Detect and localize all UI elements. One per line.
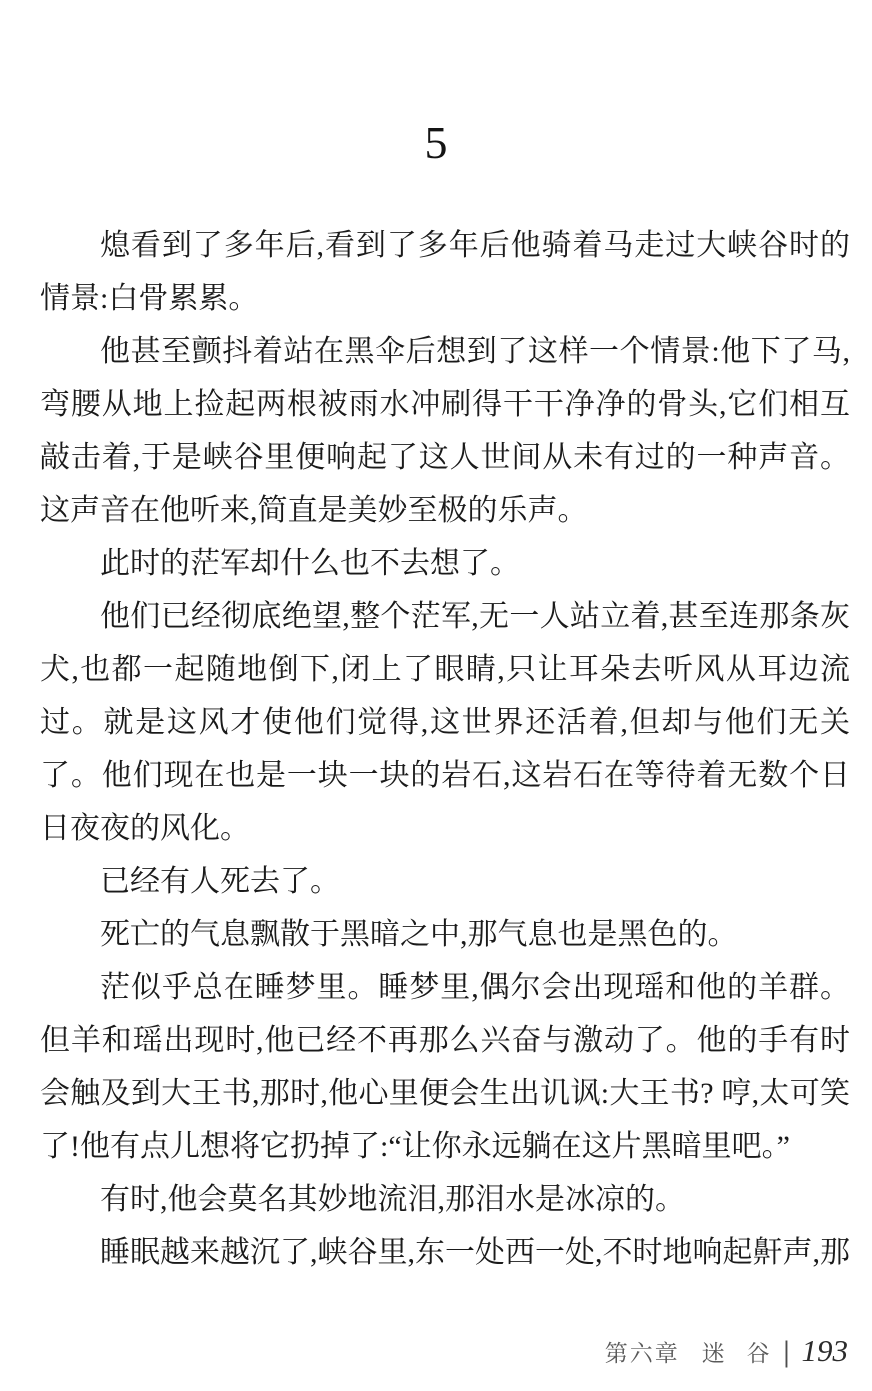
paragraph: 死亡的气息飘散于黑暗之中,那气息也是黑色的。	[100, 917, 738, 951]
page-footer	[605, 1333, 848, 1369]
paragraph: 有时,他会莫名其妙地流泪,那泪水是冰凉的。	[100, 1182, 685, 1216]
paragraph: 他甚至颤抖着站在黑伞后想到了这样一个情景:他下了马,弯腰从地上捡起两根被雨水冲刷得干干净净的骨头,它们相互敲击着,于是峡谷里便响起了这人世间从未有过的一种声音。这声音在他听来,简直是美妙至极的乐声。	[40, 334, 850, 527]
chapter-label: 第六章	[604, 1340, 680, 1366]
paragraph: 睡眠越来越沉了,峡谷里,东一处西一处,不时地响起鼾声,那	[100, 1235, 850, 1269]
paragraph: 已经有人死去了。	[100, 864, 340, 898]
body-text	[40, 219, 850, 1279]
footer-divider: |	[783, 1333, 790, 1367]
page-number: 193	[801, 1333, 848, 1368]
chapter-title: 迷 谷	[701, 1340, 778, 1366]
paragraph: 此时的茫军却什么也不去想了。	[100, 546, 520, 580]
section-number: 5	[424, 117, 448, 168]
paragraph: 茫似乎总在睡梦里。睡梦里,偶尔会出现瑶和他的羊群。但羊和瑶出现时,他已经不再那么兴奋与激动了。他的手有时会触及到大王书,那时,他心里便会生出讥讽:大王书? 哼,太可笑了!他有点儿想将它扔掉了:“让你永远躺在这片黑暗里吧。”	[40, 970, 850, 1163]
paragraph: 他们已经彻底绝望,整个茫军,无一人站立着,甚至连那条灰犬,也都一起随地倒下,闭上了眼睛,只让耳朵去听风从耳边流过。就是这风才使他们觉得,这世界还活着,但却与他们无关了。他们现在也是一块一块的岩石,这岩石在等待着无数个日日夜夜的风化。	[40, 599, 850, 845]
paragraph: 熄看到了多年后,看到了多年后他骑着马走过大峡谷时的情景:白骨累累。	[40, 228, 850, 315]
